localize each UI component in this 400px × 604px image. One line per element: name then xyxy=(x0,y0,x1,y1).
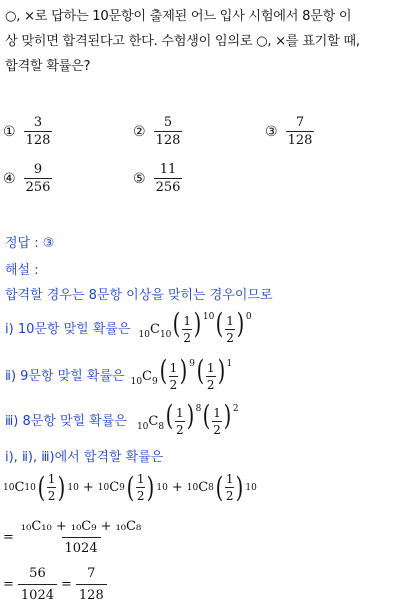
case-3-formula: $_{10}C_8$( $\frac{1}{2}$ ) $^8$( $\frac{1}{2}$ ) $^2$ xyxy=(136,399,239,437)
half-numer: 1 xyxy=(213,406,221,420)
choice-number: ③ xyxy=(265,123,278,140)
choice-2[interactable] xyxy=(133,115,182,148)
numerator: 11 xyxy=(159,162,177,177)
question-line-3: 합격할 확률은? xyxy=(5,59,91,74)
half-denom: 2 xyxy=(169,378,178,392)
choice-number: ① xyxy=(3,123,16,140)
denominator: 128 xyxy=(155,133,181,148)
choice-fraction xyxy=(154,162,183,195)
half-denom: 2 xyxy=(225,489,234,503)
half-denom: 2 xyxy=(183,331,191,345)
numerator: 7 xyxy=(295,115,305,130)
choice-fraction xyxy=(286,115,315,148)
sum-numerator: ₁₀C₁₀ + ₁₀C₉ + ₁₀C₈ xyxy=(20,519,142,534)
final-result-row: = $\frac{56}{1024}$ = $\frac{7}{128}$ xyxy=(3,565,107,604)
choice-1[interactable] xyxy=(3,115,52,148)
half-denom: 2 xyxy=(206,378,215,392)
case-3-row xyxy=(5,399,239,437)
denominator: 128 xyxy=(25,133,51,148)
question-line-2: 상 맞히면 합격된다고 한다. 수험생이 임의로 ○, ×를 표기할 때, xyxy=(5,34,360,49)
question-text xyxy=(5,4,397,79)
case-1-formula: $_{10}C_{10}$( $\frac{1}{2}$ ) $^{10}$( $\frac{1}{2}$ ) $^0$ xyxy=(138,307,252,345)
choice-number: ④ xyxy=(3,170,16,187)
choice-fraction xyxy=(24,115,53,148)
choice-4[interactable] xyxy=(3,162,52,195)
numerator: 3 xyxy=(33,115,43,130)
choice-3[interactable] xyxy=(265,115,314,148)
choice-number: ⑤ xyxy=(133,170,146,187)
half-numer: 1 xyxy=(226,314,234,328)
half-numer: 1 xyxy=(225,472,234,486)
question-line-1: ○, ×로 답하는 10문항이 출제된 어느 입사 시험에서 8문항 이 xyxy=(5,9,352,24)
denominator: 256 xyxy=(155,180,181,195)
half-denom: 2 xyxy=(47,489,56,503)
case-1-row xyxy=(5,307,252,345)
denominator: 128 xyxy=(287,133,313,148)
half-numer: 1 xyxy=(183,314,191,328)
half-denom: 2 xyxy=(136,489,145,503)
case-2-formula: $_{10}C_9$( $\frac{1}{2}$ ) $^9$( $\frac{1}{2}$ ) $^1$ xyxy=(130,354,233,392)
sum-fraction-row: = $\frac{\text{₁₀C₁₀ + ₁₀C₉ + ₁₀C₈}}{1024}$ xyxy=(3,518,144,557)
case-1-label: ⅰ) 10문항 맞힐 확률은 xyxy=(5,322,131,337)
sum-formula: 10 C 10 ( $\frac{1}{2}$ ) 10 + 10 C 9 ( $\frac{1}{2}$ ) 10 + 10 C 8 ( $\frac{1}{2}$ ) 10 xyxy=(3,470,257,504)
half-numer: 1 xyxy=(206,361,215,375)
choice-fraction xyxy=(24,162,53,195)
half-numer: 1 xyxy=(169,361,178,375)
final-fraction-1 xyxy=(18,565,57,604)
half-denom: 2 xyxy=(226,331,234,345)
sum-fraction xyxy=(18,518,144,557)
solution-intro: 합격할 경우는 8문항 이상을 맞히는 경우이므로 xyxy=(5,288,273,303)
half-numer: 1 xyxy=(176,406,184,420)
choice-number: ② xyxy=(133,123,146,140)
final-denominator-2: 128 xyxy=(76,584,107,604)
denominator: 256 xyxy=(25,180,51,195)
combine-label: ⅰ), ⅱ), ⅲ)에서 합격할 확률은 xyxy=(5,450,164,465)
explanation-label: 해설 : xyxy=(5,263,39,278)
final-numerator-2: 7 xyxy=(87,566,96,581)
case-2-label: ⅱ) 9문항 맞힐 확률은 xyxy=(5,369,125,384)
half-denom: 2 xyxy=(213,423,221,437)
final-denominator-1: 1024 xyxy=(18,584,57,604)
numerator: 5 xyxy=(163,115,173,130)
choice-5[interactable] xyxy=(133,162,182,195)
half-numer: 1 xyxy=(47,472,56,486)
answer-label: 정답 : ③ xyxy=(5,236,55,251)
half-denom: 2 xyxy=(176,423,184,437)
case-3-label: ⅲ) 8문항 맞힐 확률은 xyxy=(5,414,127,429)
sum-denominator: 1024 xyxy=(62,537,101,557)
numerator: 9 xyxy=(33,162,43,177)
case-2-row xyxy=(5,354,233,392)
final-numerator-1: 56 xyxy=(29,566,46,581)
final-fraction-2 xyxy=(76,565,107,604)
half-numer: 1 xyxy=(136,472,145,486)
choice-fraction xyxy=(154,115,183,148)
